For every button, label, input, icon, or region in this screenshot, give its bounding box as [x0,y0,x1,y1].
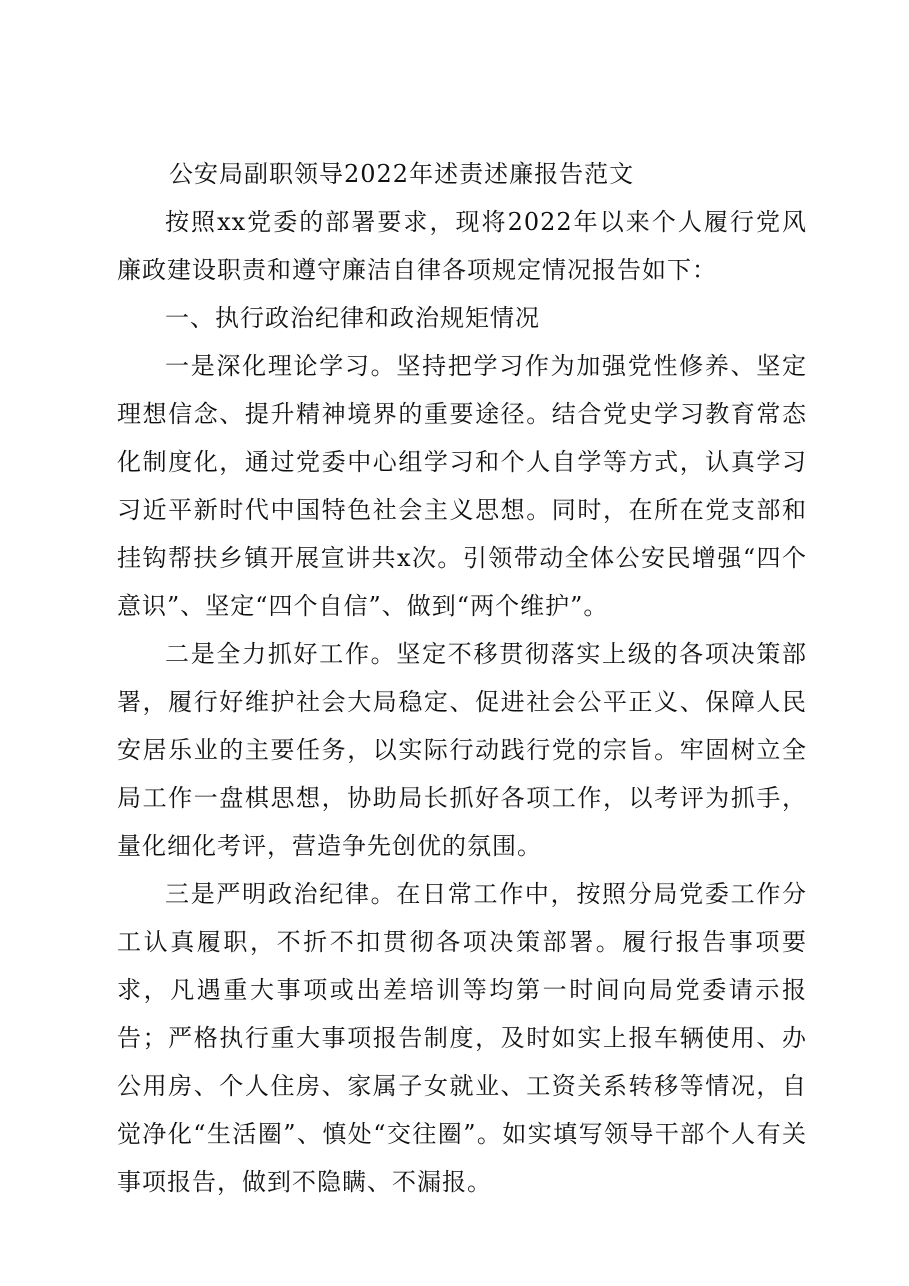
document-title: 公安局副职领导2022年述责述廉报告范文 [169,160,635,188]
paragraph-theory-study: 一是深化理论学习。坚持把学习作为加强党性修养、坚定理想信念、提升精神境界的重要途径。结合党史学习教育常态化制度化，通过党委中心组学习和个人自学等方式，认真学习习近平新时代中国特色社会主义思想。同时，在所在党支部和挂钩帮扶乡镇开展宣讲共x次。引领带动全体公安民增强“四个意识”、坚定“四个自信”、做到“两个维护”。 [117,352,807,620]
section-heading: 一、执行政治纪律和政治规矩情况 [165,304,540,332]
paragraph-work: 二是全力抓好工作。坚定不移贯彻落实上级的各项决策部署，履行好维护社会大局稳定、促进社会公平正义、保障人民安居乐业的主要任务，以实际行动践行党的宗旨。牢固树立全局工作一盘棋思想，协助局长抓好各项工作，以考评为抓手，量化细化考评，营造争先创优的氛围。 [117,640,807,860]
document-body [117,150,807,1206]
paragraph-intro: 按照xx党委的部署要求，现将2022年以来个人履行党风廉政建设职责和遵守廉洁自律各项规定情况报告如下： [117,208,807,284]
paragraph-discipline: 三是严明政治纪律。在日常工作中，按照分局党委工作分工认真履职，不折不扣贯彻各项决策部署。履行报告事项要求，凡遇重大事项或出差培训等均第一时间向局党委请示报告；严格执行重大事项报告制度，及时如实上报车辆使用、办公用房、个人住房、家属子女就业、工资关系转移等情况，自觉净化“生活圈”、慎处“交往圈”。如实填写领导干部个人有关事项报告，做到不隐瞒、不漏报。 [117,880,807,1196]
